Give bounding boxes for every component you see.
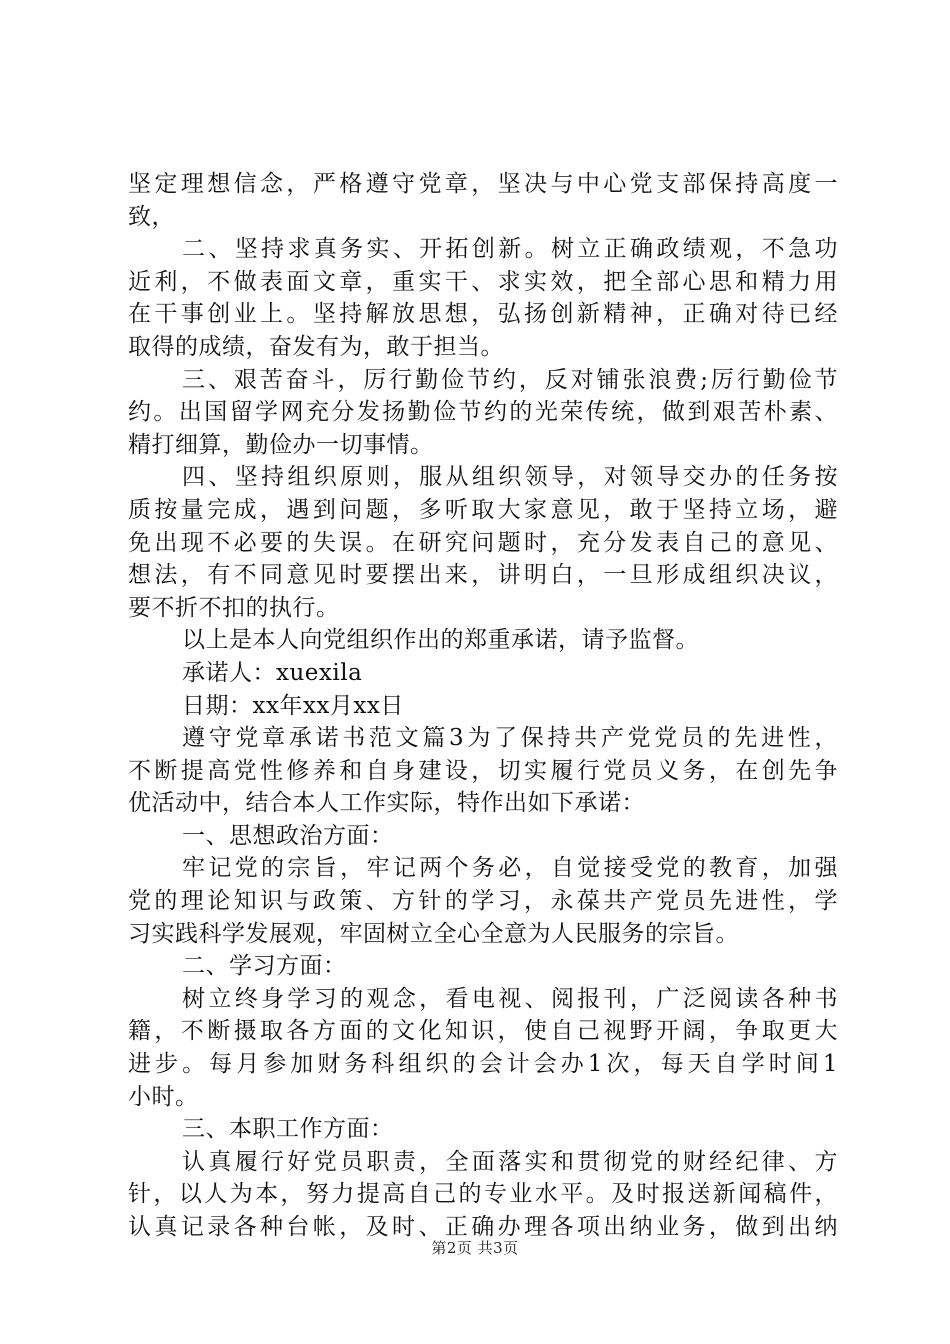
text-line: 三、艰苦奋斗，厉行勤俭节约，反对铺张浪费;厉行勤俭节: [182, 366, 838, 393]
section-heading: 三、本职工作方面：: [182, 1116, 394, 1143]
section-heading: 一、思想政治方面：: [182, 822, 394, 849]
text-line: 想法，有不同意见时要摆出来，讲明白，一旦形成组织决议，: [128, 562, 838, 589]
text-line: 免出现不必要的失误。在研究问题时，充分发表自己的意见、: [128, 529, 838, 556]
text-line: 习实践科学发展观，牢固树立全心全意为人民服务的宗旨。: [128, 920, 739, 947]
text-line: 取得的成绩，奋发有为，敢于担当。: [128, 333, 504, 360]
text-line: 致，: [128, 203, 175, 230]
text-line: 进步。每月参加财务科组织的会计会办1次，每天自学时间1: [128, 1051, 838, 1078]
text-line: 近利，不做表面文章，重实干、求实效，把全部心思和精力用: [128, 268, 838, 295]
signatory-line: 承诺人：xuexila: [182, 659, 363, 686]
text-line: 优活动中，结合本人工作实际，特作出如下承诺：: [128, 790, 645, 817]
text-line: 小时。: [128, 1083, 199, 1110]
text-line: 认真履行好党员职责，全面落实和贯彻党的财经纪律、方: [182, 1148, 838, 1175]
text-line: 以上是本人向党组织作出的郑重承诺，请予监督。: [182, 627, 699, 654]
text-line: 精打细算，勤俭办一切事情。: [128, 431, 434, 458]
date-line: 日期：xx年xx月xx日: [182, 692, 404, 719]
text-line: 要不折不扣的执行。: [128, 594, 340, 621]
page-number-footer: 第2页 共3页: [431, 1239, 519, 1257]
text-line: 籍，不断摄取各方面的文化知识，使自己视野开阔，争取更大: [128, 1018, 838, 1045]
text-line: 在干事创业上。坚持解放思想，弘扬创新精神，正确对待已经: [128, 301, 838, 328]
text-line: 牢记党的宗旨，牢记两个务必，自觉接受党的教育，加强: [182, 855, 838, 882]
text-line: 不断提高党性修养和自身建设，切实履行党员义务，在创先争: [128, 757, 838, 784]
text-line: 针，以人为本，努力提高自己的专业水平。及时报送新闻稿件，: [128, 1181, 838, 1208]
text-line: 党的理论知识与政策、方针的学习，永葆共产党员先进性，学: [128, 888, 838, 915]
text-line: 坚定理想信念，严格遵守党章，坚决与中心党支部保持高度一: [128, 171, 838, 197]
text-line: 认真记录各种台帐，及时、正确办理各项出纳业务，做到出纳: [128, 1214, 838, 1240]
document-body: [128, 168, 838, 1244]
text-line: 遵守党章承诺书范文篇3为了保持共产党党员的先进性，: [182, 725, 838, 752]
section-heading: 二、学习方面：: [182, 953, 347, 980]
text-line: 约。出国留学网充分发扬勤俭节约的光荣传统，做到艰苦朴素、: [128, 399, 838, 426]
text-line: 质按量完成，遇到问题，多听取大家意见，敢于坚持立场，避: [128, 496, 838, 523]
text-line: 树立终身学习的观念，看电视、阅报刊，广泛阅读各种书: [182, 985, 838, 1012]
text-line: 四、坚持组织原则，服从组织领导，对领导交办的任务按: [182, 464, 838, 491]
text-line: 二、坚持求真务实、开拓创新。树立正确政绩观，不急功: [182, 236, 838, 263]
